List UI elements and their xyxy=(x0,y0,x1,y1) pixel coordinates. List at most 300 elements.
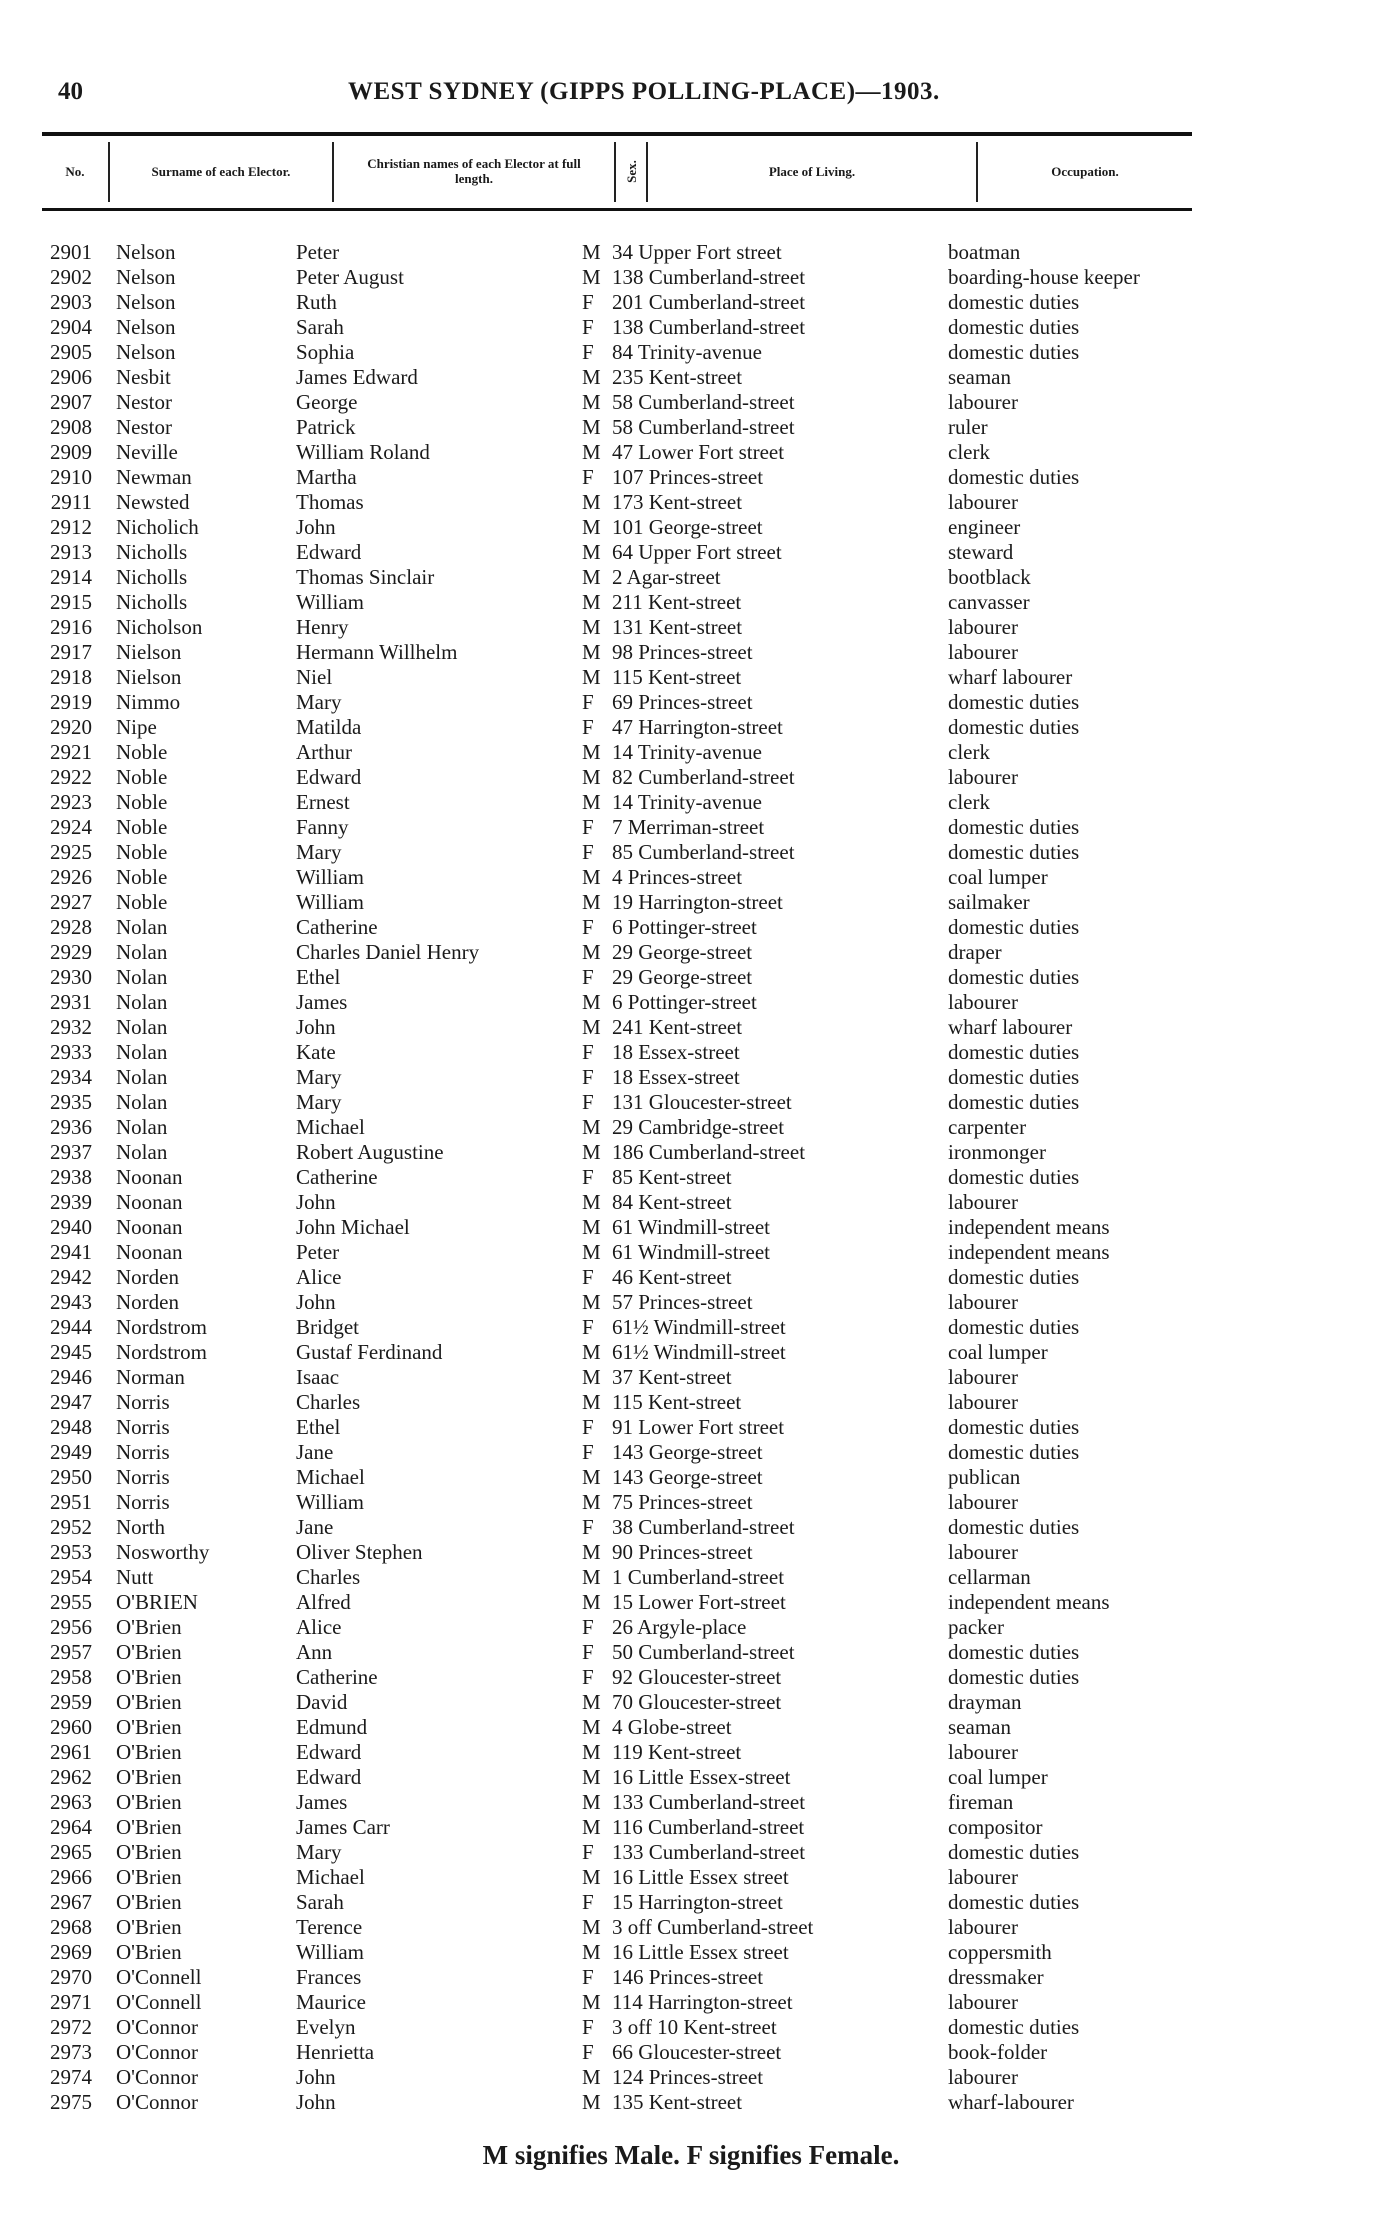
elector-number: 2956 xyxy=(50,1615,92,1639)
table-row xyxy=(0,1415,1382,1440)
elector-number: 2940 xyxy=(50,1215,92,1239)
christian-names: Niel xyxy=(296,665,333,689)
place-of-living: 3 off Cumberland-street xyxy=(612,1915,814,1939)
occupation: labourer xyxy=(948,390,1018,414)
column-header-christian: Christian names of each Elector at full length. xyxy=(367,156,581,186)
occupation: wharf-labourer xyxy=(948,2090,1074,2114)
sex: F xyxy=(582,1640,594,1664)
occupation: domestic duties xyxy=(948,690,1080,714)
surname: O'Connell xyxy=(116,1990,202,2014)
surname: O'Connor xyxy=(116,2090,198,2114)
place-of-living: 18 Essex-street xyxy=(612,1040,740,1064)
sex: F xyxy=(582,1440,594,1464)
elector-number: 2951 xyxy=(50,1490,92,1514)
surname: Nolan xyxy=(116,915,168,939)
table-row xyxy=(0,1990,1382,2015)
sex: M xyxy=(582,1740,601,1764)
sex: M xyxy=(582,1140,601,1164)
elector-number: 2913 xyxy=(50,540,92,564)
place-of-living: 107 Princes-street xyxy=(612,465,764,489)
christian-names: Michael xyxy=(296,1115,365,1139)
sex: M xyxy=(582,1115,601,1139)
page-number: 40 xyxy=(58,78,83,105)
place-of-living: 138 Cumberland-street xyxy=(612,315,806,339)
surname: Norris xyxy=(116,1465,170,1489)
elector-number: 2943 xyxy=(50,1290,92,1314)
sex: F xyxy=(582,1615,594,1639)
sex: M xyxy=(582,1340,601,1364)
surname: Norris xyxy=(116,1440,170,1464)
sex: M xyxy=(582,1990,601,2014)
christian-names: Ernest xyxy=(296,790,350,814)
surname: O'Connor xyxy=(116,2040,198,2064)
elector-number: 2969 xyxy=(50,1940,92,1964)
christian-names: Michael xyxy=(296,1465,365,1489)
table-row xyxy=(0,1940,1382,1965)
surname: Noble xyxy=(116,815,168,839)
christian-names: John Michael xyxy=(296,1215,410,1239)
place-of-living: 15 Harrington-street xyxy=(612,1890,783,1914)
sex: F xyxy=(582,815,594,839)
table-row xyxy=(0,1090,1382,1115)
sex: M xyxy=(582,890,601,914)
occupation: canvasser xyxy=(948,590,1030,614)
christian-names: Edward xyxy=(296,1740,362,1764)
sex: M xyxy=(582,1690,601,1714)
occupation: labourer xyxy=(948,1490,1018,1514)
christian-names: Maurice xyxy=(296,1990,366,2014)
table-row xyxy=(0,1290,1382,1315)
christian-names: Mary xyxy=(296,1090,342,1114)
occupation: cellarman xyxy=(948,1565,1031,1589)
surname: Noonan xyxy=(116,1190,183,1214)
sex: M xyxy=(582,640,601,664)
sex: F xyxy=(582,840,594,864)
place-of-living: 201 Cumberland-street xyxy=(612,290,806,314)
sex: M xyxy=(582,1765,601,1789)
christian-names: Alfred xyxy=(296,1590,351,1614)
sex: M xyxy=(582,790,601,814)
occupation: labourer xyxy=(948,1365,1018,1389)
sex: M xyxy=(582,240,601,264)
place-of-living: 16 Little Essex street xyxy=(612,1865,789,1889)
christian-names: Isaac xyxy=(296,1365,340,1389)
place-of-living: 47 Harrington-street xyxy=(612,715,783,739)
occupation: steward xyxy=(948,540,1014,564)
elector-number: 2938 xyxy=(50,1165,92,1189)
surname: Nestor xyxy=(116,415,172,439)
sex: M xyxy=(582,765,601,789)
occupation: labourer xyxy=(948,765,1018,789)
sex: M xyxy=(582,1790,601,1814)
christian-names: Evelyn xyxy=(296,2015,356,2039)
table-row xyxy=(0,1865,1382,1890)
occupation: sailmaker xyxy=(948,890,1030,914)
elector-number: 2930 xyxy=(50,965,92,989)
occupation: clerk xyxy=(948,440,990,464)
sex: M xyxy=(582,365,601,389)
table-row xyxy=(0,690,1382,715)
surname: Nestor xyxy=(116,390,172,414)
table-row xyxy=(0,415,1382,440)
christian-names: Mary xyxy=(296,1065,342,1089)
occupation: labourer xyxy=(948,1990,1018,2014)
elector-number: 2912 xyxy=(50,515,92,539)
occupation: domestic duties xyxy=(948,315,1080,339)
occupation: domestic duties xyxy=(948,290,1080,314)
place-of-living: 84 Kent-street xyxy=(612,1190,732,1214)
occupation: domestic duties xyxy=(948,915,1080,939)
sex: M xyxy=(582,1565,601,1589)
table-row xyxy=(0,1440,1382,1465)
surname: O'Brien xyxy=(116,1840,182,1864)
place-of-living: 61½ Windmill-street xyxy=(612,1315,786,1339)
place-of-living: 64 Upper Fort street xyxy=(612,540,782,564)
surname: O'Connor xyxy=(116,2015,198,2039)
elector-number: 2949 xyxy=(50,1440,92,1464)
christian-names: Michael xyxy=(296,1865,365,1889)
christian-names: Edmund xyxy=(296,1715,368,1739)
sex: F xyxy=(582,915,594,939)
place-of-living: 6 Pottinger-street xyxy=(612,990,757,1014)
elector-number: 2941 xyxy=(50,1240,92,1264)
occupation: labourer xyxy=(948,490,1018,514)
occupation: domestic duties xyxy=(948,815,1080,839)
table-row xyxy=(0,290,1382,315)
elector-number: 2916 xyxy=(50,615,92,639)
table-row xyxy=(0,1140,1382,1165)
christian-names: William xyxy=(296,1940,364,1964)
occupation: labourer xyxy=(948,1740,1018,1764)
elector-number: 2903 xyxy=(50,290,92,314)
place-of-living: 235 Kent-street xyxy=(612,365,743,389)
elector-number: 2909 xyxy=(50,440,92,464)
elector-number: 2967 xyxy=(50,1890,92,1914)
surname: Nutt xyxy=(116,1565,154,1589)
table-row xyxy=(0,1715,1382,1740)
occupation: packer xyxy=(948,1615,1004,1639)
place-of-living: 2 Agar-street xyxy=(612,565,721,589)
sex: M xyxy=(582,540,601,564)
place-of-living: 50 Cumberland-street xyxy=(612,1640,795,1664)
surname: Noble xyxy=(116,740,168,764)
surname: Noonan xyxy=(116,1215,183,1239)
elector-number: 2931 xyxy=(50,990,92,1014)
elector-number: 2968 xyxy=(50,1915,92,1939)
christian-names: Charles xyxy=(296,1390,361,1414)
christian-names: Peter xyxy=(296,1240,340,1264)
christian-names: Thomas Sinclair xyxy=(296,565,435,589)
occupation: coal lumper xyxy=(948,1765,1048,1789)
surname: O'Brien xyxy=(116,1915,182,1939)
elector-number: 2959 xyxy=(50,1690,92,1714)
occupation: domestic duties xyxy=(948,715,1080,739)
table-row xyxy=(0,1390,1382,1415)
sex: M xyxy=(582,390,601,414)
elector-number: 2915 xyxy=(50,590,92,614)
place-of-living: 38 Cumberland-street xyxy=(612,1515,795,1539)
place-of-living: 57 Princes-street xyxy=(612,1290,753,1314)
occupation: ironmonger xyxy=(948,1140,1046,1164)
table-row xyxy=(0,1215,1382,1240)
surname: O'Brien xyxy=(116,1640,182,1664)
elector-number: 2961 xyxy=(50,1740,92,1764)
table-row xyxy=(0,740,1382,765)
table-row xyxy=(0,1765,1382,1790)
table-row xyxy=(0,490,1382,515)
surname: O'Brien xyxy=(116,1865,182,1889)
surname: Nelson xyxy=(116,315,176,339)
surname: Nelson xyxy=(116,340,176,364)
table-row xyxy=(0,765,1382,790)
occupation: coppersmith xyxy=(948,1940,1052,1964)
place-of-living: 116 Cumberland-street xyxy=(612,1815,805,1839)
occupation: seaman xyxy=(948,1715,1011,1739)
table-row xyxy=(0,815,1382,840)
surname: Noble xyxy=(116,840,168,864)
elector-number: 2962 xyxy=(50,1765,92,1789)
table-row xyxy=(0,1465,1382,1490)
table-row xyxy=(0,390,1382,415)
header-rule-top xyxy=(42,132,1192,136)
table-row xyxy=(0,1790,1382,1815)
sex: F xyxy=(582,1315,594,1339)
christian-names: Jane xyxy=(296,1440,334,1464)
place-of-living: 14 Trinity-avenue xyxy=(612,790,762,814)
page-header xyxy=(58,78,1188,114)
elector-number: 2925 xyxy=(50,840,92,864)
christian-names: Edward xyxy=(296,765,362,789)
place-of-living: 119 Kent-street xyxy=(612,1740,742,1764)
place-of-living: 114 Harrington-street xyxy=(612,1990,793,2014)
elector-number: 2970 xyxy=(50,1965,92,1989)
sex: F xyxy=(582,1040,594,1064)
occupation: domestic duties xyxy=(948,1315,1080,1339)
table-row xyxy=(0,790,1382,815)
elector-number: 2933 xyxy=(50,1040,92,1064)
surname: O'Brien xyxy=(116,1940,182,1964)
surname: O'Connor xyxy=(116,2065,198,2089)
surname: Nicholich xyxy=(116,515,199,539)
elector-number: 2953 xyxy=(50,1540,92,1564)
place-of-living: 75 Princes-street xyxy=(612,1490,753,1514)
christian-names: Jane xyxy=(296,1515,334,1539)
sex: M xyxy=(582,1940,601,1964)
surname: Noble xyxy=(116,890,168,914)
surname: O'BRIEN xyxy=(116,1590,198,1614)
occupation: domestic duties xyxy=(948,1840,1080,1864)
page-title: WEST SYDNEY (GIPPS POLLING-PLACE)—1903. xyxy=(348,78,940,105)
christian-names: James Edward xyxy=(296,365,418,389)
christian-names: William xyxy=(296,890,364,914)
surname: O'Connell xyxy=(116,1965,202,1989)
place-of-living: 7 Merriman-street xyxy=(612,815,765,839)
surname: Norris xyxy=(116,1390,170,1414)
table-row xyxy=(0,1890,1382,1915)
christian-names: Hermann Willhelm xyxy=(296,640,458,664)
sex: F xyxy=(582,1265,594,1289)
occupation: labourer xyxy=(948,615,1018,639)
table-row xyxy=(0,990,1382,1015)
elector-number: 2932 xyxy=(50,1015,92,1039)
surname: O'Brien xyxy=(116,1615,182,1639)
place-of-living: 133 Cumberland-street xyxy=(612,1790,806,1814)
sex: M xyxy=(582,665,601,689)
christian-names: Edward xyxy=(296,540,362,564)
surname: Nolan xyxy=(116,940,168,964)
table-row xyxy=(0,565,1382,590)
table-row xyxy=(0,1115,1382,1140)
sex: F xyxy=(582,1665,594,1689)
column-header-row xyxy=(42,138,1192,204)
christian-names: Mary xyxy=(296,840,342,864)
place-of-living: 29 George-street xyxy=(612,965,753,989)
place-of-living: 85 Kent-street xyxy=(612,1165,732,1189)
sex: M xyxy=(582,740,601,764)
elector-number: 2965 xyxy=(50,1840,92,1864)
sex: M xyxy=(582,940,601,964)
occupation: drayman xyxy=(948,1690,1022,1714)
surname: Norman xyxy=(116,1365,185,1389)
christian-names: Edward xyxy=(296,1765,362,1789)
occupation: clerk xyxy=(948,740,990,764)
christian-names: James xyxy=(296,990,348,1014)
table-row xyxy=(0,2090,1382,2115)
christian-names: Kate xyxy=(296,1040,336,1064)
occupation: coal lumper xyxy=(948,865,1048,889)
place-of-living: 15 Lower Fort-street xyxy=(612,1590,786,1614)
table-row xyxy=(0,715,1382,740)
occupation: ruler xyxy=(948,415,988,439)
place-of-living: 131 Gloucester-street xyxy=(612,1090,792,1114)
elector-number: 2973 xyxy=(50,2040,92,2064)
christian-names: Ruth xyxy=(296,290,337,314)
sex: M xyxy=(582,1915,601,1939)
table-row xyxy=(0,1015,1382,1040)
sex: F xyxy=(582,965,594,989)
surname: Noble xyxy=(116,790,168,814)
table-row xyxy=(0,315,1382,340)
sex: F xyxy=(582,1090,594,1114)
christian-names: William xyxy=(296,590,364,614)
column-header-surname: Surname of each Elector. xyxy=(151,163,291,179)
elector-number: 2926 xyxy=(50,865,92,889)
occupation: coal lumper xyxy=(948,1340,1048,1364)
sex: M xyxy=(582,440,601,464)
table-row xyxy=(0,1315,1382,1340)
surname: O'Brien xyxy=(116,1765,182,1789)
sex: F xyxy=(582,1965,594,1989)
table-row xyxy=(0,1540,1382,1565)
christian-names: Charles Daniel Henry xyxy=(296,940,480,964)
surname: Nordstrom xyxy=(116,1340,207,1364)
christian-names: Oliver Stephen xyxy=(296,1540,423,1564)
sex: F xyxy=(582,2040,594,2064)
occupation: labourer xyxy=(948,990,1018,1014)
table-row xyxy=(0,1690,1382,1715)
sex: M xyxy=(582,265,601,289)
christian-names: Sarah xyxy=(296,1890,344,1914)
sex: M xyxy=(582,2065,601,2089)
surname: Newsted xyxy=(116,490,190,514)
sex: M xyxy=(582,1715,601,1739)
occupation: labourer xyxy=(948,1290,1018,1314)
surname: Noonan xyxy=(116,1165,183,1189)
table-row xyxy=(0,1240,1382,1265)
place-of-living: 26 Argyle-place xyxy=(612,1615,747,1639)
place-of-living: 29 George-street xyxy=(612,940,753,964)
elector-number: 2966 xyxy=(50,1865,92,1889)
elector-number: 2948 xyxy=(50,1415,92,1439)
surname: Nelson xyxy=(116,240,176,264)
table-row xyxy=(0,915,1382,940)
sex: M xyxy=(582,1540,601,1564)
electors-table xyxy=(0,240,1382,2115)
footer-legend: M signifies Male. F signifies Female. xyxy=(482,2140,900,2170)
table-row xyxy=(0,665,1382,690)
table-row xyxy=(0,615,1382,640)
surname: O'Brien xyxy=(116,1815,182,1839)
christian-names: James Carr xyxy=(296,1815,390,1839)
table-row xyxy=(0,840,1382,865)
occupation: fireman xyxy=(948,1790,1014,1814)
christian-names: Alice xyxy=(296,1615,342,1639)
place-of-living: 58 Cumberland-street xyxy=(612,390,795,414)
christian-names: Terence xyxy=(296,1915,363,1939)
occupation: domestic duties xyxy=(948,1090,1080,1114)
elector-number: 2974 xyxy=(50,2065,92,2089)
elector-number: 2910 xyxy=(50,465,92,489)
elector-number: 2920 xyxy=(50,715,92,739)
place-of-living: 66 Gloucester-street xyxy=(612,2040,782,2064)
place-of-living: 6 Pottinger-street xyxy=(612,915,757,939)
sex: M xyxy=(582,1190,601,1214)
elector-number: 2936 xyxy=(50,1115,92,1139)
place-of-living: 46 Kent-street xyxy=(612,1265,732,1289)
place-of-living: 1 Cumberland-street xyxy=(612,1565,785,1589)
table-row xyxy=(0,1340,1382,1365)
occupation: domestic duties xyxy=(948,340,1080,364)
table-row xyxy=(0,2040,1382,2065)
sex: M xyxy=(582,490,601,514)
table-row xyxy=(0,590,1382,615)
sex: F xyxy=(582,465,594,489)
surname: O'Brien xyxy=(116,1715,182,1739)
sex: M xyxy=(582,2090,601,2114)
occupation: labourer xyxy=(948,1390,1018,1414)
surname: Norris xyxy=(116,1415,170,1439)
surname: Nolan xyxy=(116,1115,168,1139)
surname: O'Brien xyxy=(116,1890,182,1914)
sex: M xyxy=(582,990,601,1014)
column-header-occupation: Occupation. xyxy=(1051,163,1119,179)
sex: M xyxy=(582,1365,601,1389)
elector-number: 2919 xyxy=(50,690,92,714)
sex-label: Sex. xyxy=(623,159,639,183)
sex: F xyxy=(582,1415,594,1439)
elector-number: 2971 xyxy=(50,1990,92,2014)
table-row xyxy=(0,1915,1382,1940)
occupation: domestic duties xyxy=(948,2015,1080,2039)
elector-number: 2905 xyxy=(50,340,92,364)
christian-names: Catherine xyxy=(296,1665,378,1689)
table-row xyxy=(0,1065,1382,1090)
christian-names: David xyxy=(296,1690,348,1714)
place-of-living: 211 Kent-street xyxy=(612,590,742,614)
christian-names: John xyxy=(296,1190,336,1214)
occupation: domestic duties xyxy=(948,1640,1080,1664)
elector-number: 2924 xyxy=(50,815,92,839)
